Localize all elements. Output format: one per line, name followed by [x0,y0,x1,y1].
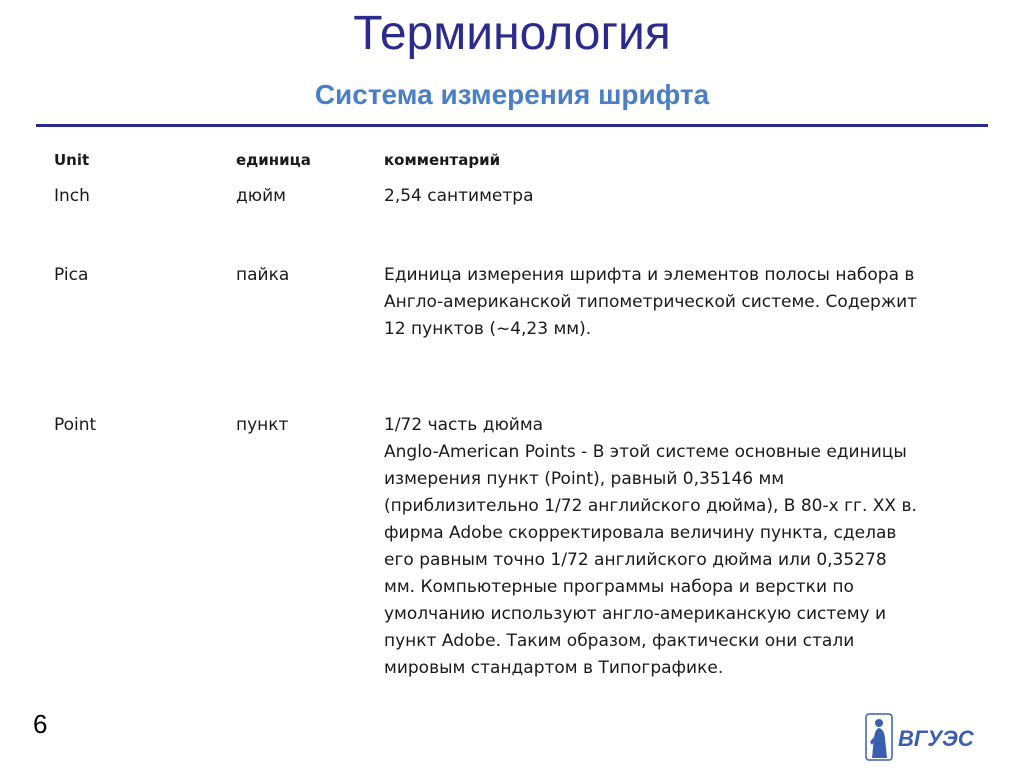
slide-title: Терминология [353,7,671,60]
row-inch-unit-ru: дюйм [236,186,286,206]
row-inch-comment [384,183,964,210]
logo-text: ВГУЭС [898,726,974,751]
comment-line: измерения пункт (Point), равный 0,35146 мм [384,469,785,489]
row-point-comment [384,412,964,682]
comment-line: мировым стандартом в Типографике. [384,658,724,678]
header-comment: комментарий [384,151,501,169]
comment-line: 12 пунктов (~4,23 мм). [384,319,592,339]
header-unit: Unit [54,151,90,169]
comment-line: (приблизительно 1/72 английского дюйма), В 80-х гг. XX в. [384,496,917,516]
comment-line: мм. Компьютерные программы набора и верстки по [384,577,854,597]
row-point-unit: Point [54,415,97,435]
row-pica-unit-ru: пайка [236,265,290,285]
comment-line: его равным точно 1/72 английского дюйма или 0,35278 [384,550,887,570]
university-emblem-icon [866,714,892,760]
page-number: 6 [33,709,48,739]
university-logo [862,712,992,762]
comment-line: Anglo-American Points - В этой системе основные единицы [384,442,907,462]
row-point-unit-ru: пункт [236,415,289,435]
slide-subtitle: Система измерения шрифта [314,79,710,110]
comment-line: 2,54 сантиметра [384,186,534,206]
comment-line: Англо-американской типометрической системе. Содержит [384,292,918,312]
row-inch-unit: Inch [54,186,90,206]
comment-line: Единица измерения шрифта и элементов полосы набора в [384,265,915,285]
comment-line: умолчанию используют англо-американскую систему и [384,604,887,624]
row-pica-unit: Pica [54,265,89,285]
title-divider [36,124,988,127]
comment-line: 1/72 часть дюйма [384,415,544,435]
comment-line: пункт Adobe. Таким образом, фактически они стали [384,631,855,651]
comment-line: фирма Adobe скорректировала величину пункта, сделав [384,523,897,543]
row-pica-comment [384,262,964,343]
header-unit-ru: единица [236,151,311,169]
